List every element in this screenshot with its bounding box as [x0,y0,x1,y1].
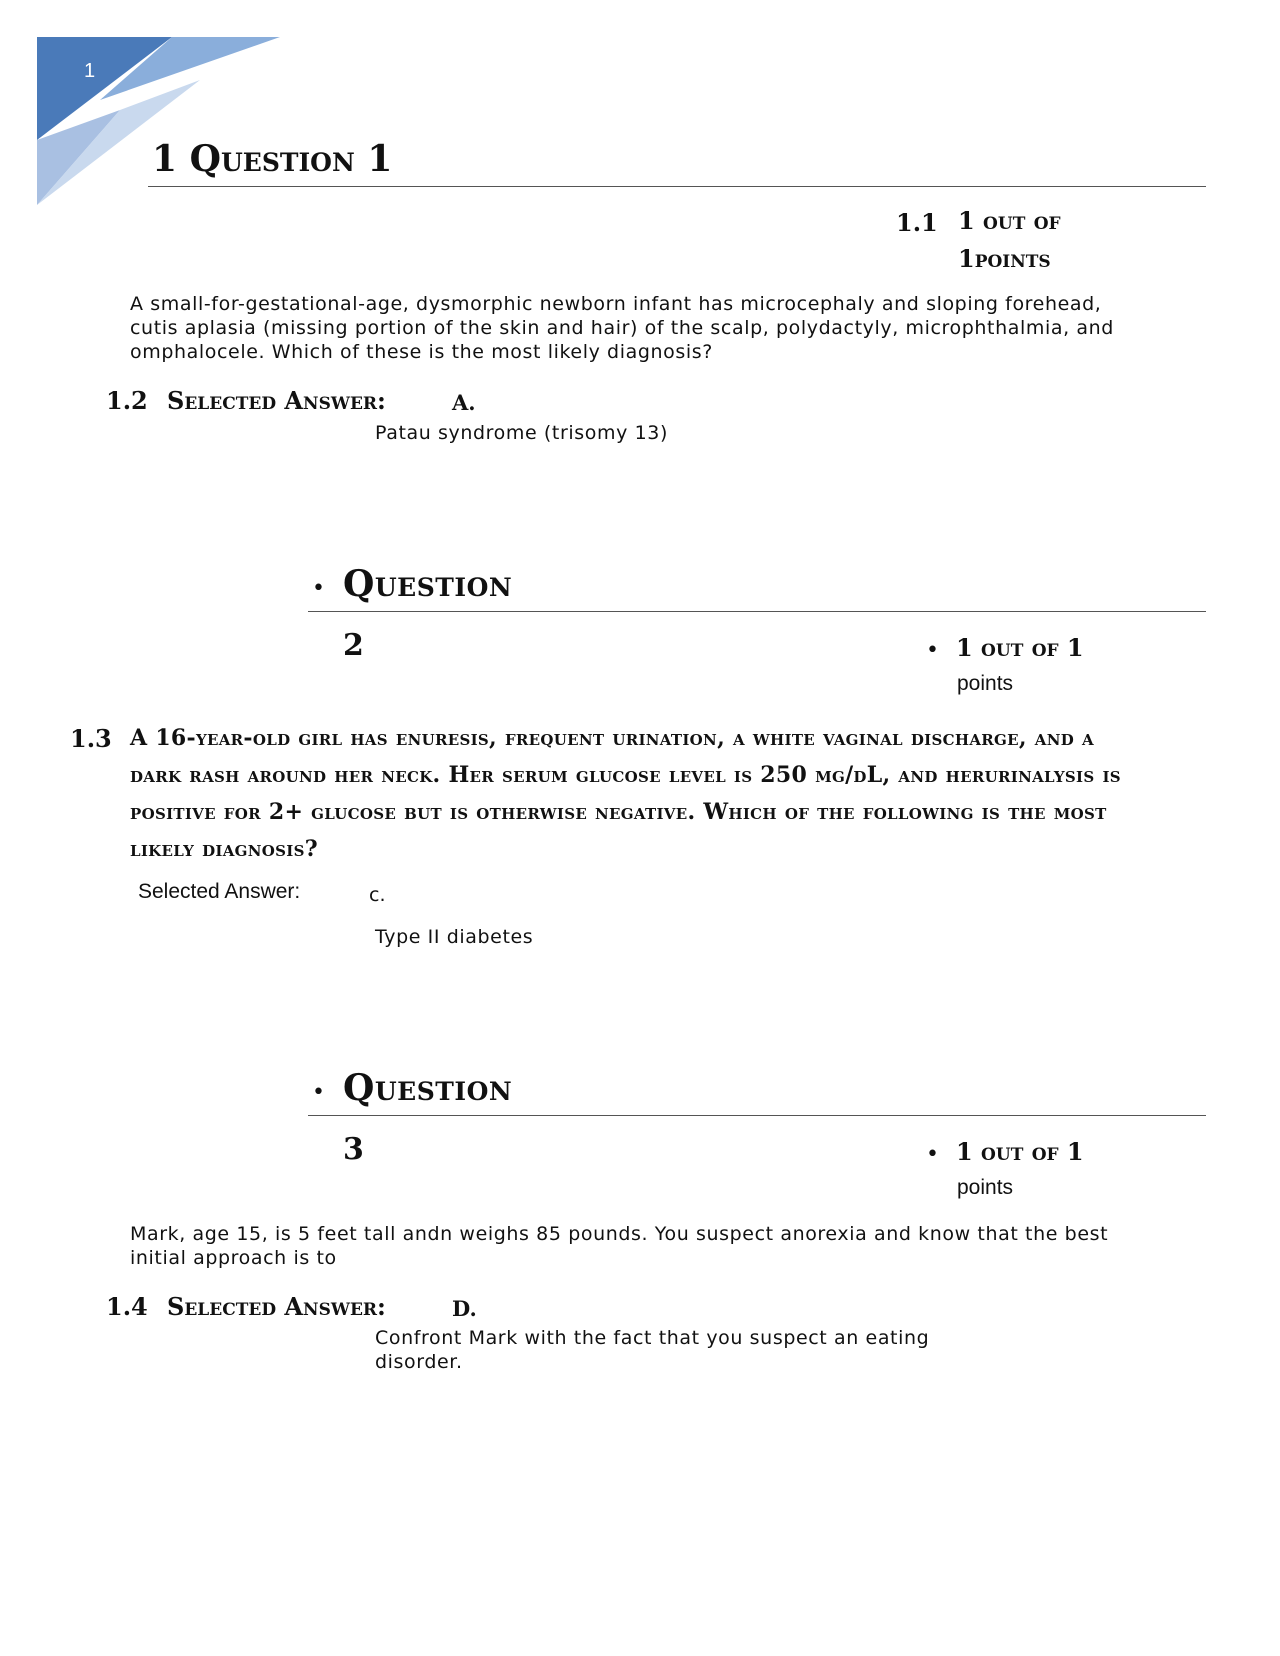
q1-selected-label: Selected Answer: [167,386,386,415]
q1-heading-number: 1 [152,138,178,180]
q1-heading-title: Question 1 [189,138,393,180]
q2-number: 2 [343,628,364,663]
q3-selected-number: 1.4 [106,1292,148,1321]
q1-heading [152,138,392,180]
q3-answer: Confront Mark with the fact that you suspect an eating disorder. [375,1327,930,1373]
q3-points-bullet: • [926,1142,939,1167]
q2-text-number: 1.3 [70,724,112,753]
corner-decoration [0,0,300,220]
q1-selected-number: 1.2 [106,386,148,415]
q2-rule [308,611,1206,612]
q2-heading: Question [343,563,513,605]
q3-question-text: Mark, age 15, is 5 feet tall andn weighs 85 pounds. You suspect anorexia and know that the best initial approach is to [130,1223,1109,1269]
page-number: 1 [84,60,96,82]
q2-points-label: points [957,672,1014,695]
q2-points: 1 out of 1 [956,633,1084,662]
q3-number: 3 [343,1132,364,1167]
q2-question-text: A 16-year-old girl has enuresis, frequent urination, a white vaginal discharge, and a dark rash around her neck. Her serum glucose level is 250 mg/dL, and herurinalysis is positive for 2+ glucose but is otherwise negative. Which of the following is the most likely diagnosis? [130,725,1121,862]
q2-selected-label: Selected Answer: [138,880,301,903]
q2-points-bullet: • [926,638,939,663]
q1-answer: Patau syndrome (trisomy 13) [375,422,668,444]
q1-question-text: A small-for-gestational-age, dysmorphic newborn infant has microcephaly and sloping forehead, cutis aplasia (missing portion of the skin and hair) of the scalp, polydactyly, microphthalmia, and omphalocele. Which of these is the most likely diagnosis? [130,293,1114,363]
q3-rule [308,1115,1206,1116]
q2-selected-letter: c. [369,884,386,906]
q3-bullet: • [312,1080,325,1105]
q3-selected-letter: D. [452,1296,477,1321]
q2-answer: Type II diabetes [375,926,534,948]
q1-selected-letter: A. [452,390,476,415]
q1-rule [148,186,1206,187]
q1-points-number: 1.1 [896,208,938,237]
q3-points-label: points [957,1176,1014,1199]
q2-bullet: • [312,576,325,601]
q1-points-line1: 1 out of [958,206,1061,235]
q1-points-line2: 1points [958,244,1051,273]
q3-selected-label: Selected Answer: [167,1292,386,1321]
q3-points: 1 out of 1 [956,1137,1084,1166]
q3-heading: Question [343,1067,513,1109]
